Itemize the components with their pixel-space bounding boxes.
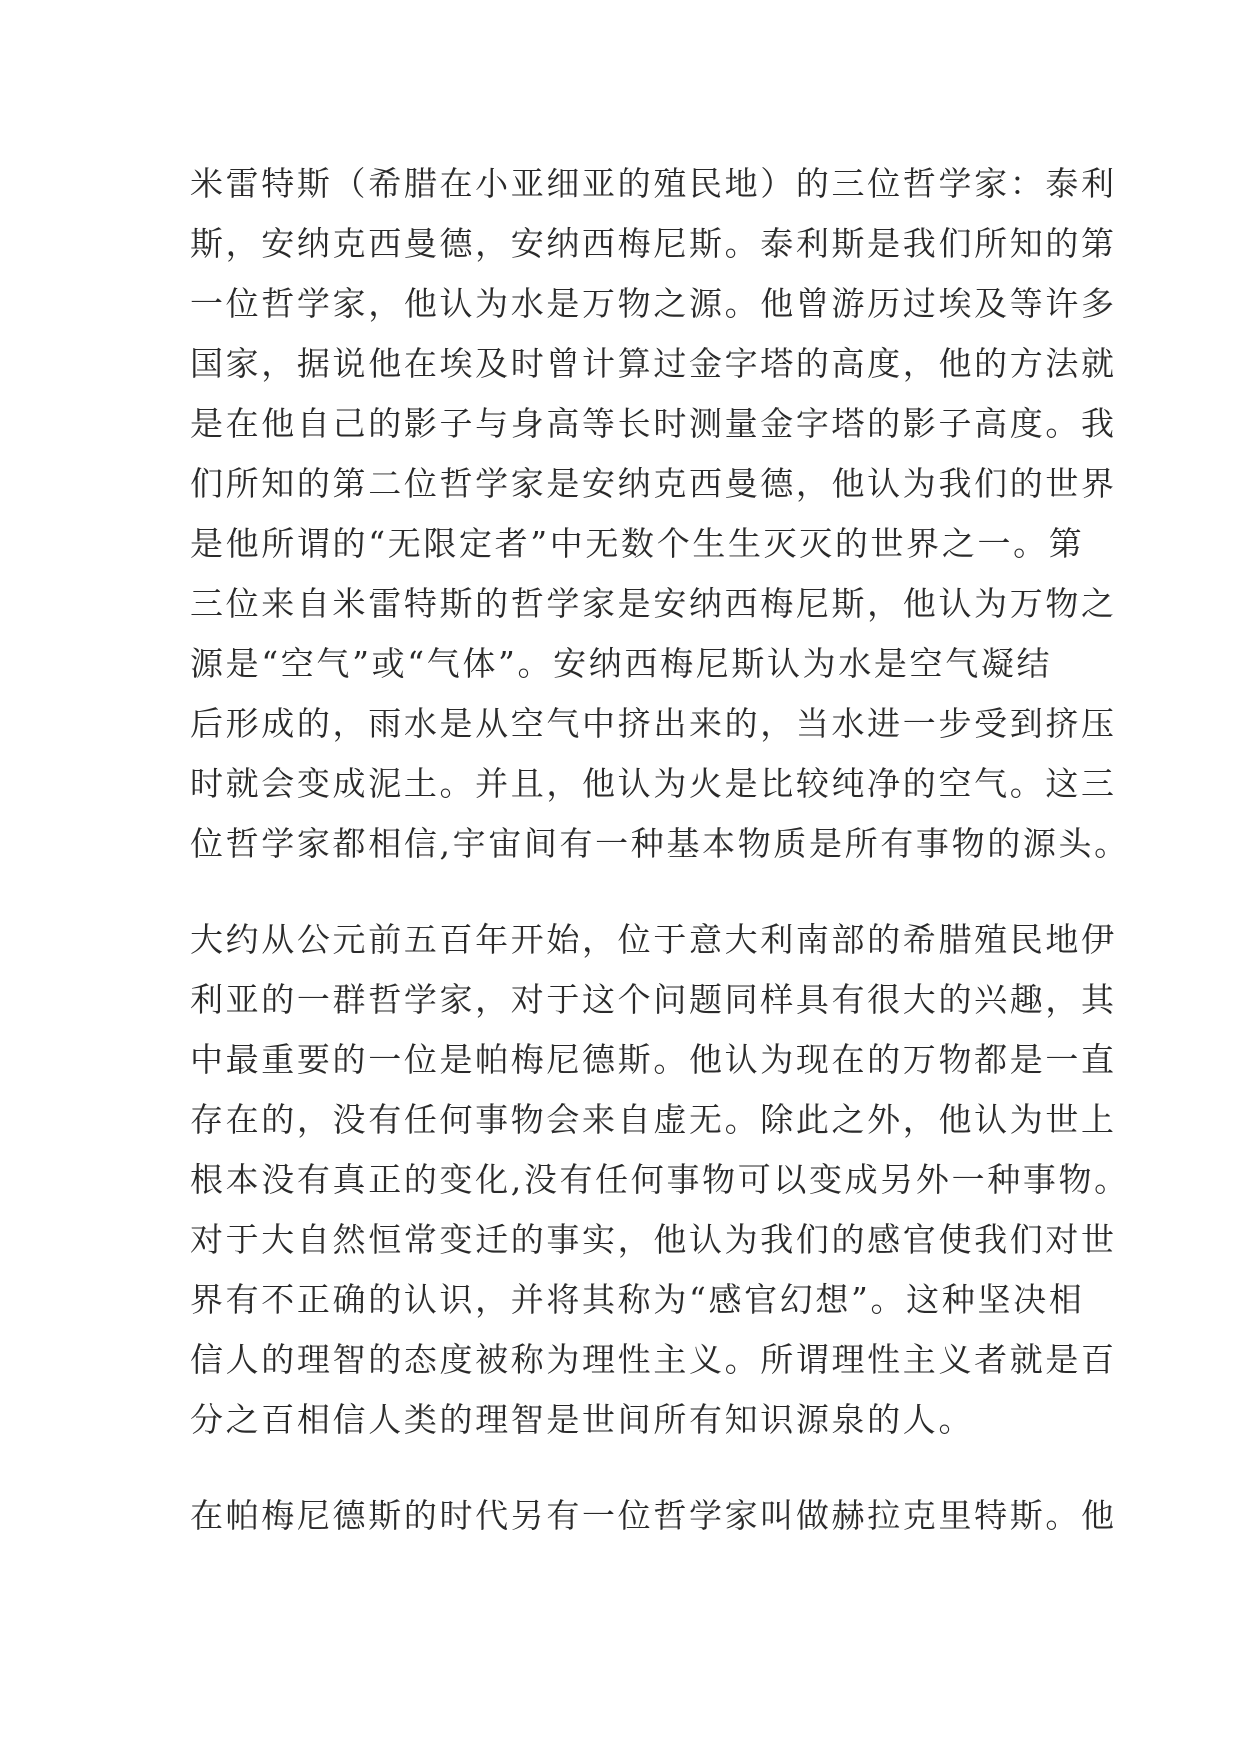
text-line: 界有不正确的认识，并将其称为“感官幻想”。这种坚决相 <box>190 1280 1085 1319</box>
text-line: 根本没有真正的变化,没有任何事物可以变成另外一种事物。 <box>190 1160 1130 1199</box>
paragraph-heraclitus <box>190 1486 1117 1546</box>
text-line: 们所知的第二位哲学家是安纳克西曼德，他认为我们的世界 <box>190 464 1117 503</box>
text-line: 三位来自米雷特斯的哲学家是安纳西梅尼斯，他认为万物之 <box>190 584 1117 623</box>
text-line: 后形成的，雨水是从空气中挤出来的，当水进一步受到挤压 <box>190 704 1117 743</box>
text-line: 在帕梅尼德斯的时代另有一位哲学家叫做赫拉克里特斯。他 <box>190 1496 1117 1535</box>
text-line: 信人的理智的态度被称为理性主义。所谓理性主义者就是百 <box>190 1340 1117 1379</box>
text-line: 分之百相信人类的理智是世间所有知识源泉的人。 <box>190 1400 975 1439</box>
text-line: 大约从公元前五百年开始，位于意大利南部的希腊殖民地伊 <box>190 920 1117 959</box>
text-line: 是在他自己的影子与身高等长时测量金字塔的影子高度。我 <box>190 404 1117 443</box>
text-line: 时就会变成泥土。并且，他认为火是比较纯净的空气。这三 <box>190 764 1117 803</box>
text-line: 源是“空气”或“气体”。安纳西梅尼斯认为水是空气凝结 <box>190 644 1053 683</box>
text-line: 对于大自然恒常变迁的事实，他认为我们的感官使我们对世 <box>190 1220 1117 1259</box>
text-line: 位哲学家都相信,宇宙间有一种基本物质是所有事物的源头。 <box>190 824 1130 863</box>
text-line: 斯，安纳克西曼德，安纳西梅尼斯。泰利斯是我们所知的第 <box>190 224 1117 263</box>
text-line: 是他所谓的“无限定者”中无数个生生灭灭的世界之一。第 <box>190 524 1085 563</box>
text-line: 存在的，没有任何事物会来自虚无。除此之外，他认为世上 <box>190 1100 1117 1139</box>
text-line: 米雷特斯（希腊在小亚细亚的殖民地）的三位哲学家：泰利 <box>190 164 1117 203</box>
text-line: 利亚的一群哲学家，对于这个问题同样具有很大的兴趣，其 <box>190 980 1117 1019</box>
paragraph-eleatic-philosophers <box>190 910 1130 1450</box>
text-line: 一位哲学家，他认为水是万物之源。他曾游历过埃及等许多 <box>190 284 1117 323</box>
text-line: 中最重要的一位是帕梅尼德斯。他认为现在的万物都是一直 <box>190 1040 1117 1079</box>
paragraph-milesian-philosophers <box>190 154 1130 874</box>
text-line: 国家，据说他在埃及时曾计算过金字塔的高度，他的方法就 <box>190 344 1117 383</box>
